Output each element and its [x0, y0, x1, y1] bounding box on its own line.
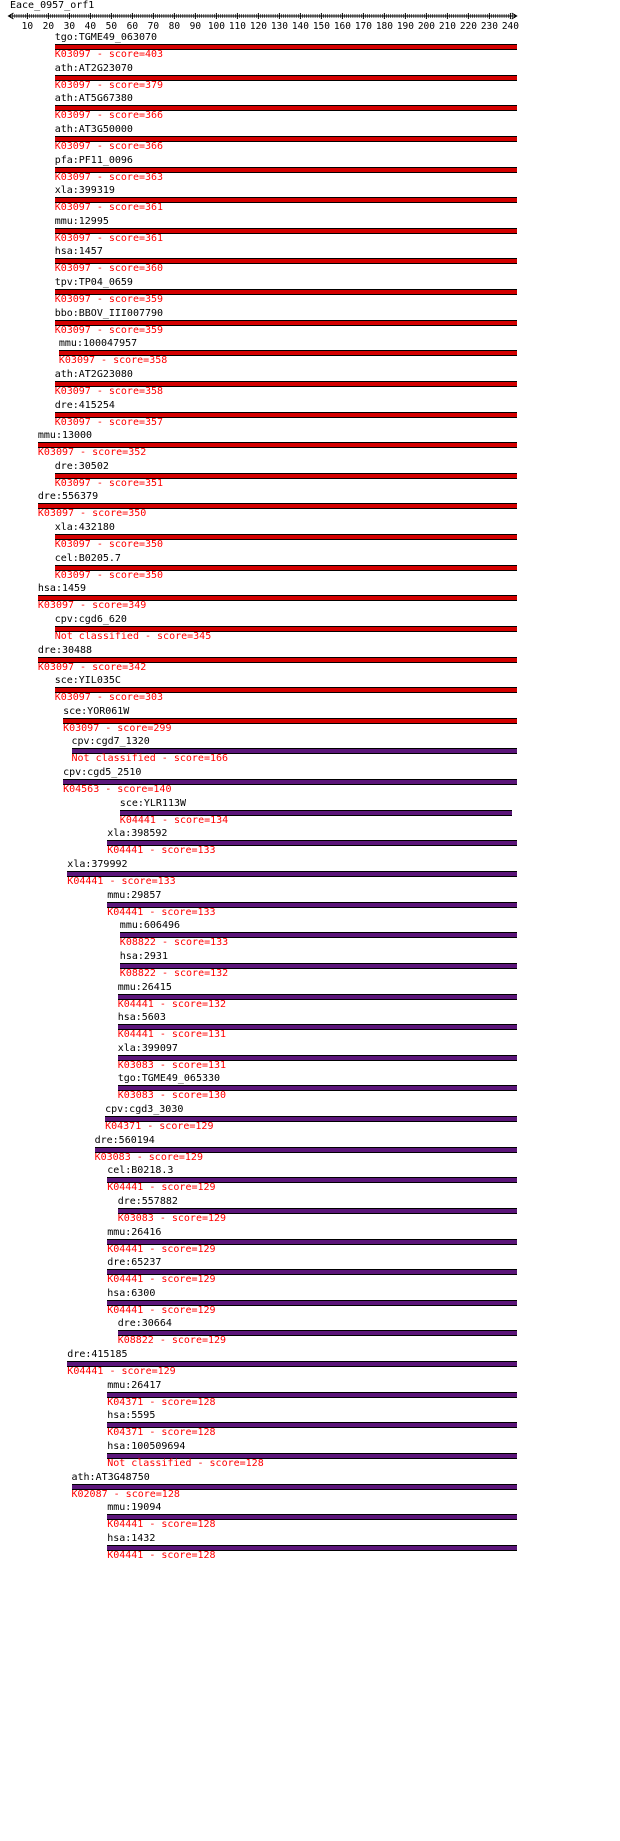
hit-name[interactable]: hsa:2931 [119, 950, 168, 962]
hit-name[interactable]: sce:YOR061W [63, 705, 130, 717]
kegg-score-label[interactable]: K03097 - score=342 [37, 661, 147, 673]
hit-name[interactable]: mmu:26417 [107, 1379, 162, 1391]
kegg-score-label[interactable]: K03097 - score=366 [54, 140, 164, 152]
kegg-score-label[interactable]: K04371 - score=129 [105, 1121, 214, 1133]
query-title: Eace_0957_orf1 [10, 0, 95, 11]
kegg-score-label[interactable]: K03097 - score=350 [37, 508, 147, 520]
ruler-tick-label: 160 [333, 21, 351, 32]
ruler-tick-label: 190 [396, 21, 414, 32]
hit-name[interactable]: mmu:606496 [119, 920, 181, 932]
hit-name[interactable]: ath:AT3G50000 [54, 123, 133, 135]
hit-name[interactable]: xla:398592 [107, 828, 168, 840]
ruler-tick-label: 70 [147, 21, 160, 32]
kegg-score-label[interactable]: K03097 - score=351 [54, 477, 164, 489]
hit-name[interactable]: cpv:cgd5_2510 [63, 767, 142, 779]
hit-name[interactable]: dre:557882 [117, 1195, 178, 1207]
ruler-tick-label: 240 [501, 21, 519, 32]
hit-name[interactable]: cpv:cgd6_620 [54, 613, 127, 625]
kegg-score-label[interactable]: K08822 - score=132 [119, 967, 229, 979]
kegg-score-label[interactable]: Not classified - score=128 [107, 1457, 264, 1469]
hit-name[interactable]: mmu:13000 [37, 430, 93, 442]
ruler-tick-label: 50 [105, 21, 118, 32]
hit-name[interactable]: mmu:12995 [54, 215, 109, 227]
hit-name[interactable]: xla:399097 [117, 1042, 178, 1054]
kegg-score-label[interactable]: K04441 - score=128 [107, 1519, 216, 1531]
hit-name[interactable]: tgo:TGME49_065330 [117, 1073, 221, 1085]
kegg-score-label[interactable]: K04563 - score=140 [63, 784, 172, 796]
hit-name[interactable]: cpv:cgd3_3030 [105, 1104, 184, 1116]
kegg-score-label[interactable]: K08822 - score=133 [119, 937, 229, 949]
hit-name[interactable]: cpv:cgd7_1320 [71, 736, 150, 748]
hit-name[interactable]: cel:B0218.3 [107, 1165, 174, 1177]
ruler-tick-label: 130 [270, 21, 288, 32]
kegg-score-label[interactable]: K03083 - score=129 [117, 1212, 227, 1224]
hit-name[interactable]: ath:AT3G48750 [71, 1471, 150, 1483]
hit-name[interactable]: dre:415254 [54, 399, 115, 411]
hit-name[interactable]: dre:30502 [54, 460, 109, 472]
kegg-score-label[interactable]: K04371 - score=128 [107, 1427, 216, 1439]
kegg-score-label[interactable]: K04441 - score=129 [107, 1243, 216, 1255]
kegg-score-label[interactable]: K03097 - score=350 [54, 539, 164, 551]
kegg-score-label[interactable]: K03097 - score=299 [63, 722, 172, 734]
ruler-tick-label: 200 [417, 21, 435, 32]
kegg-score-label[interactable]: K04371 - score=128 [107, 1396, 216, 1408]
kegg-score-label[interactable]: K03083 - score=129 [94, 1151, 203, 1163]
hit-name[interactable]: tpv:TP04_0659 [54, 277, 133, 289]
hit-name[interactable]: xla:379992 [67, 859, 128, 870]
kegg-score-label[interactable]: K03097 - score=363 [54, 171, 164, 183]
hit-name[interactable]: sce:YLR113W [119, 797, 187, 809]
ruler-tick-label: 140 [291, 21, 309, 32]
hit-name[interactable]: dre:556379 [37, 491, 99, 503]
kegg-score-label[interactable]: K04441 - score=134 [119, 814, 229, 826]
hit-name[interactable]: mmu:29857 [107, 889, 162, 901]
kegg-score-label[interactable]: K04441 - score=131 [117, 1029, 227, 1041]
kegg-score-label[interactable]: K03083 - score=130 [117, 1090, 227, 1102]
hit-name[interactable]: bbo:BBOV_III007790 [54, 307, 164, 319]
hit-name[interactable]: mmu:100047957 [58, 338, 138, 350]
kegg-score-label[interactable]: K04441 - score=133 [107, 845, 216, 857]
kegg-score-label[interactable]: K04441 - score=133 [67, 876, 176, 887]
hit-name[interactable]: mmu:19094 [107, 1502, 162, 1514]
kegg-score-label[interactable]: K03097 - score=358 [54, 385, 164, 397]
kegg-score-label[interactable]: K03097 - score=361 [54, 202, 164, 214]
kegg-score-label[interactable]: Not classified - score=166 [71, 753, 229, 765]
hit-name[interactable]: hsa:100509694 [107, 1440, 186, 1452]
kegg-score-label[interactable]: K03083 - score=131 [117, 1059, 227, 1071]
kegg-score-label[interactable]: K03097 - score=349 [37, 600, 147, 612]
hit-name[interactable]: xla:399319 [54, 185, 115, 197]
hit-name[interactable]: ath:AT5G67380 [54, 93, 133, 105]
hit-name[interactable]: mmu:26416 [107, 1226, 162, 1238]
ruler-tick-label: 80 [168, 21, 181, 32]
ruler-tick-label: 40 [84, 21, 97, 32]
hit-name[interactable]: cel:B0205.7 [54, 552, 121, 564]
kegg-score-label[interactable]: K04441 - score=129 [107, 1304, 216, 1316]
ruler-tick-label: 170 [354, 21, 372, 32]
hit-name[interactable]: sce:YIL035C [54, 675, 121, 687]
hit-name[interactable]: hsa:1457 [54, 246, 103, 258]
hit-name[interactable]: xla:432180 [54, 522, 115, 534]
hit-name[interactable]: tgo:TGME49_063070 [54, 32, 158, 43]
hit-name[interactable]: dre:30488 [37, 644, 93, 656]
kegg-score-label[interactable]: K03097 - score=403 [54, 49, 164, 60]
kegg-score-label[interactable]: K04441 - score=129 [107, 1274, 216, 1286]
ruler-tick-label: 120 [249, 21, 267, 32]
kegg-score-label[interactable]: K03097 - score=352 [37, 447, 147, 459]
kegg-score-label[interactable]: K08822 - score=129 [117, 1335, 227, 1347]
ruler-tick-label: 220 [459, 21, 477, 32]
kegg-score-label[interactable]: K04441 - score=129 [107, 1182, 216, 1194]
hit-name[interactable]: ath:AT2G23070 [54, 62, 133, 74]
ruler-tick-label: 90 [189, 21, 202, 32]
ruler-tick-label: 100 [207, 21, 225, 32]
kegg-score-label[interactable]: K04441 - score=128 [107, 1549, 216, 1561]
kegg-score-label[interactable]: K04441 - score=133 [107, 906, 216, 918]
hit-name[interactable]: pfa:PF11_0096 [54, 154, 133, 166]
hit-name[interactable]: mmu:26415 [117, 981, 172, 993]
kegg-score-label[interactable]: K03097 - score=358 [58, 355, 168, 367]
kegg-score-label[interactable]: K04441 - score=132 [117, 998, 227, 1010]
hit-name[interactable]: dre:415185 [67, 1349, 128, 1361]
kegg-score-label[interactable]: Not classified - score=345 [54, 630, 212, 642]
hit-name[interactable]: dre:30664 [117, 1318, 172, 1330]
ruler-tick-label: 150 [312, 21, 330, 32]
kegg-score-label[interactable]: K03097 - score=359 [54, 324, 164, 336]
hit-name[interactable]: dre:560194 [94, 1134, 155, 1146]
hit-name[interactable]: hsa:6300 [107, 1287, 156, 1299]
hit-name[interactable]: dre:65237 [107, 1257, 162, 1269]
kegg-score-label[interactable]: K03097 - score=359 [54, 294, 164, 306]
ruler-tick-label: 110 [228, 21, 246, 32]
ruler-tick-label: 30 [63, 21, 76, 32]
hit-name[interactable]: hsa:1459 [37, 583, 87, 595]
ruler-tick-label: 20 [42, 21, 55, 32]
kegg-score-label[interactable]: K03097 - score=379 [54, 79, 164, 91]
kegg-score-label[interactable]: K04441 - score=129 [67, 1366, 176, 1378]
kegg-score-label[interactable]: K03097 - score=350 [54, 569, 164, 581]
ruler-tick-label: 10 [21, 21, 34, 32]
hit-name[interactable]: hsa:5603 [117, 1012, 166, 1024]
kegg-score-label[interactable]: K03097 - score=366 [54, 110, 164, 122]
kegg-score-label[interactable]: K03097 - score=361 [54, 232, 164, 244]
kegg-score-label[interactable]: K03097 - score=357 [54, 416, 164, 428]
kegg-score-label[interactable]: K03097 - score=360 [54, 263, 164, 275]
hit-name[interactable]: hsa:1432 [107, 1532, 156, 1544]
hit-name[interactable]: hsa:5595 [107, 1410, 156, 1422]
ruler-tick-label: 180 [375, 21, 393, 32]
ruler-tick-label: 230 [480, 21, 498, 32]
ruler-tick-label: 60 [126, 21, 139, 32]
kegg-score-label[interactable]: K02087 - score=128 [71, 1488, 180, 1500]
ruler-tick-label: 210 [438, 21, 456, 32]
hit-name[interactable]: ath:AT2G23080 [54, 368, 133, 380]
kegg-score-label[interactable]: K03097 - score=303 [54, 692, 164, 704]
